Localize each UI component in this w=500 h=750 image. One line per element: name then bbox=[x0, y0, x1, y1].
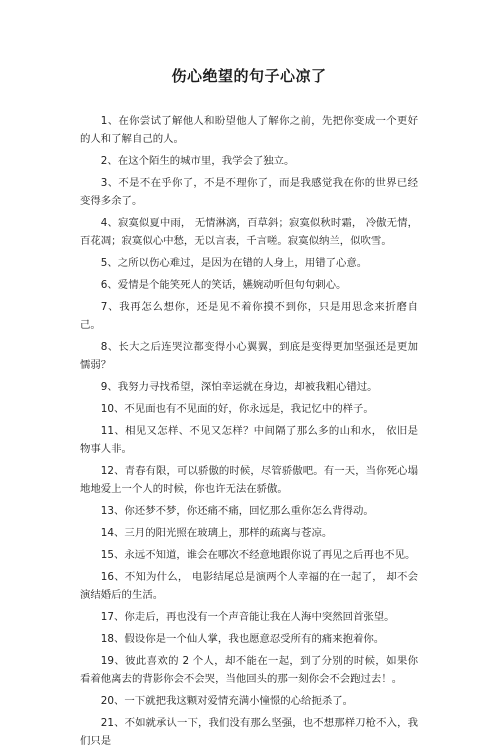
list-item: 14、三月的阳光照在玻璃上，那样的疏离与苍凉。 bbox=[100, 527, 333, 539]
list-item: 7、我再怎么想你，还是见不着你摸不到你，只是用思念来折磨自己。 bbox=[80, 301, 418, 331]
list-item: 19、彼此喜欢的 2 个人，却不能在一起，到了分别的时候，如果你看着他离去的背影你会不会哭，当他回头的那一刻你会不会跑过去！。 bbox=[80, 655, 418, 685]
list-item: 17、你走后，再也没有一个声音能让我在人海中突然回首张望。 bbox=[100, 611, 395, 623]
list-item: 9、我努力寻找希望，深怕幸运就在身边，却被我粗心错过。 bbox=[100, 381, 378, 393]
list-item: 18、假设你是一个仙人掌，我也愿意忍受所有的痛来抱着你。 bbox=[100, 633, 385, 645]
sentence-list bbox=[80, 112, 418, 750]
list-item: 4、寂寞似夏中雨， 无情淋漓，百草斜；寂寞似秋时霜， 冷傲无情，百花凋；寂寞似心中愁，无以言表，千言嗟。寂寞似纳兰，似吹雪。 bbox=[80, 217, 418, 247]
list-item: 8、长大之后连哭泣都变得小心翼翼，到底是变得更加坚强还是更加懦弱？ bbox=[80, 341, 418, 371]
list-item: 5、之所以伤心难过，是因为在错的人身上，用错了心意。 bbox=[100, 257, 368, 269]
list-item: 20、一下就把我这颗对爱情充满小憧憬的心给扼杀了。 bbox=[100, 695, 354, 707]
list-item: 10、不见面也有不见面的好，你永远是，我记忆中的样子。 bbox=[100, 403, 374, 415]
list-item: 15、永远不知道，谁会在哪次不经意地跟你说了再见之后再也不见。 bbox=[100, 549, 416, 561]
list-item: 1、在你尝试了解他人和盼望他人了解你之前，先把你变成一个更好的人和了解自己的人。 bbox=[80, 115, 418, 145]
list-item: 6、爱情是个能笑死人的笑话，嬿婉动听但句句刺心。 bbox=[100, 279, 347, 291]
list-item: 16、不知为什么， 电影结尾总是演两个人幸福的在一起了， 却不会演结婚后的生活。 bbox=[80, 571, 418, 601]
list-item: 13、你还梦不梦，你还痛不痛，回忆那么重你怎么背得动。 bbox=[100, 505, 374, 517]
list-item: 3、不是不在乎你了，不是不理你了，而是我感觉我在你的世界已经变得多余了。 bbox=[80, 177, 418, 207]
list-item: 11、相见又怎样、不见又怎样？中间隔了那么多的山和水， 依旧是物事人非。 bbox=[80, 425, 418, 455]
list-item: 2、在这个陌生的城市里，我学会了独立。 bbox=[100, 155, 295, 167]
list-item: 21、不如就承认一下，我们没有那么坚强，也不想那样刀枪不入，我们只是 bbox=[80, 717, 418, 747]
list-item: 12、青春有限，可以骄傲的时候，尽管骄傲吧。有一天，当你死心塌地地爱上一个人的时候，你也许无法在骄傲。 bbox=[80, 465, 418, 495]
document-title: 伤心绝望的句子心凉了 bbox=[171, 67, 327, 85]
